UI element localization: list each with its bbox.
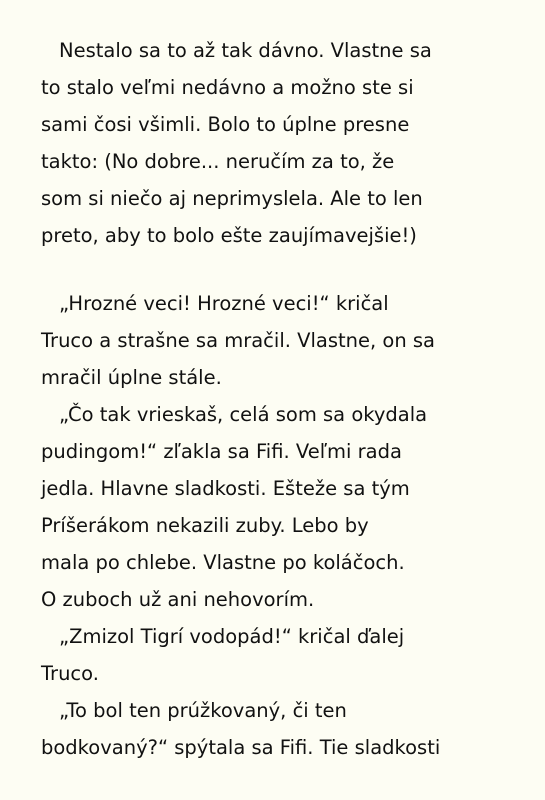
paragraph-3-line-6: O zuboch už ani nehovorím.: [41, 588, 315, 611]
paragraph-1-line-3: sami čosi všimli. Bolo to úplne presne: [41, 113, 410, 136]
paragraph-4-line-2: Truco.: [41, 662, 99, 685]
paragraph-1-line-4: takto: (No dobre... neručím za to, že: [41, 150, 395, 173]
paragraph-1-line-2: to stalo veľmi nedávno a možno ste si: [41, 76, 414, 99]
paragraph-3-line-1: „Čo tak vrieskaš, celá som sa okydala: [59, 403, 428, 426]
paragraph-3-line-2: pudingom!“ zľakla sa Fifi. Veľmi rada: [41, 440, 402, 463]
paragraph-5-line-1: „To bol ten prúžkovaný, či ten: [59, 699, 347, 722]
paragraph-1-line-6: preto, aby to bolo ešte zaujímavejšie!): [41, 224, 417, 247]
paragraph-4-line-1: „Zmizol Tigrí vodopád!“ kričal ďalej: [59, 625, 405, 648]
paragraph-3-line-4: Príšerákom nekazili zuby. Lebo by: [41, 514, 369, 537]
paragraph-3-line-3: jedla. Hlavne sladkosti. Ešteže sa tým: [41, 477, 410, 500]
paragraph-2-line-3: mračil úplne stále.: [41, 366, 222, 389]
paragraph-5-line-2: bodkovaný?“ spýtala sa Fifi. Tie sladkosti: [41, 736, 441, 759]
paragraph-2-line-2: Truco a strašne sa mračil. Vlastne, on sa: [41, 329, 435, 352]
paragraph-1-line-1: Nestalo sa to až tak dávno. Vlastne sa: [59, 39, 432, 62]
paragraph-3-line-5: mala po chlebe. Vlastne po koláčoch.: [41, 551, 405, 574]
paragraph-2-line-1: „Hrozné veci! Hrozné veci!“ kričal: [59, 292, 389, 315]
paragraph-1-line-5: som si niečo aj neprimyslela. Ale to len: [41, 187, 423, 210]
